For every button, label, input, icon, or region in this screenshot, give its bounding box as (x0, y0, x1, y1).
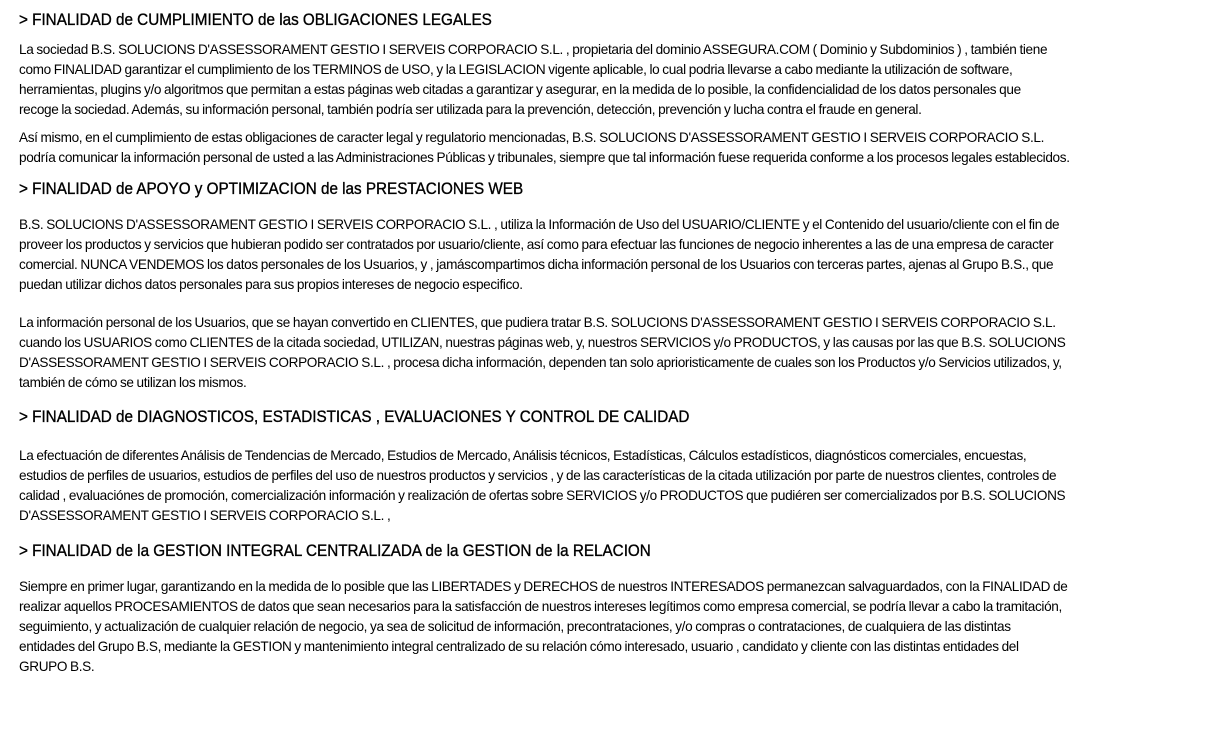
section-heading-web-support: > FINALIDAD de APOYO y OPTIMIZACION de las PRESTACIONES WEB (19, 180, 524, 198)
text-line: Siempre en primer lugar, garantizando en la medida de lo posible que las LIBERTADES y DERECHOS de nuestros INTERESADOS permanezcan salvaguardados, con la FINALIDAD de (19, 579, 1068, 594)
text-line: recoge la sociedad. Además, su información personal, también podría ser utilizada para la prevención, detección, prevención y lucha contra el fraude en general. (19, 102, 922, 117)
text-line: B.S. SOLUCIONS D'ASSESSORAMENT GESTIO I SERVEIS CORPORACIO S.L. , utiliza la Información de Uso del USUARIO/CLIENTE y el Contenido del usuario/cliente con el fin de (19, 217, 1060, 232)
text-line: puedan utilizar dichos datos personales para sus propios intereses de negocio especifico. (19, 277, 523, 292)
text-line: cuando los USUARIOS como CLIENTES de la citada sociedad, UTILIZAN, nuestras páginas web, y, nuestros SERVICIOS y/o PRODUCTOS, y las causas por las que B.S. SOLUCIONS (19, 335, 1066, 350)
text-line: GRUPO B.S. (19, 659, 95, 674)
paragraph-diagnostics (19, 446, 1199, 526)
text-line: comercial. NUNCA VENDEMOS los datos personales de los Usuarios, y , jamáscompartimos dicha información personal de los Usuarios con terceras partes, ajenas al Grupo B.S., que (19, 257, 1054, 272)
section-heading-relationship-management: > FINALIDAD de la GESTION INTEGRAL CENTRALIZADA de la GESTION de la RELACION (19, 542, 651, 560)
text-line: La información personal de los Usuarios, que se hayan convertido en CLIENTES, que pudiera tratar B.S. SOLUCIONS D'ASSESSORAMENT GESTIO I SERVEIS CORPORACIO S.L. (19, 315, 1056, 330)
text-line: D'ASSESSORAMENT GESTIO I SERVEIS CORPORACIO S.L. , (19, 508, 391, 523)
text-line: seguimiento, y actualización de cualquier relación de negocio, ya sea de solicitud de información, precontrataciones, y/o compras o contrataciones, de cualquiera de las distintas (19, 619, 1011, 634)
text-line: también de cómo se utilizan los mismos. (19, 375, 247, 390)
section-heading-diagnostics: > FINALIDAD de DIAGNOSTICOS, ESTADISTICAS , EVALUACIONES Y CONTROL DE CALIDAD (19, 408, 690, 426)
paragraph-usage-information (19, 215, 1199, 295)
legal-document (19, 10, 1199, 677)
paragraph-client-information (19, 313, 1199, 393)
section-heading-legal-obligations: > FINALIDAD de CUMPLIMIENTO de las OBLIGACIONES LEGALES (19, 11, 492, 29)
text-line: realizar aquellos PROCESAMIENTOS de datos que sean necesarios para la satisfacción de nuestros intereses legítimos como empresa comercial, se podría llevar a cabo la tramitación, (19, 599, 1062, 614)
text-line: entidades del Grupo B.S, mediante la GESTION y mantenimiento integral centralizado de su relación cómo interesado, usuario , candidato y cliente con las distintas entidades del (19, 639, 1019, 654)
text-line: D'ASSESSORAMENT GESTIO I SERVEIS CORPORACIO S.L. , procesa dicha información, dependen tan solo aprioristicamente de cuales son los Productos y/o Servicios utilizados, y, (19, 355, 1062, 370)
paragraph-legal-obligations (19, 40, 1199, 120)
text-line: proveer los productos y servicios que hubieran podido ser contratados por usuario/cliente, así como para efectuar las funciones de negocio inherentes a las de una empresa de caracter (19, 237, 1054, 252)
text-line: herramientas, plugins y/o algoritmos que permitan a estas páginas web citadas a garantizar y asegurar, en la medida de lo posible, la confidencialidad de los datos personales que (19, 82, 1021, 97)
text-line: estudios de perfiles de usuarios, estudios de perfiles del uso de nuestros productos y servicios , y de las características de la citada utilización por parte de nuestros clientes, controles de (19, 468, 1057, 483)
text-line: La efectuación de diferentes Análisis de Tendencias de Mercado, Estudios de Mercado, Análisis técnicos, Estadísticas, Cálculos estadísticos, diagnósticos comerciales, encuestas, (19, 448, 1027, 463)
text-line: La sociedad B.S. SOLUCIONS D'ASSESSORAMENT GESTIO I SERVEIS CORPORACIO S.L. , propietaria del dominio ASSEGURA.COM ( Dominio y Subdominios ) , también tiene (19, 42, 1048, 57)
text-line: calidad , evaluaciónes de promoción, comercialización información y realización de ofertas sobre SERVICIOS y/o PRODUCTOS que pudiéren ser comercializados por B.S. SOLUCIONS (19, 488, 1066, 503)
paragraph-legal-communication (19, 128, 1199, 168)
paragraph-relationship-management (19, 577, 1199, 677)
text-line: como FINALIDAD garantizar el cumplimiento de los TERMINOS de USO, y la LEGISLACION vigente aplicable, lo cual podria llevarse a cabo mediante la utilización de software, (19, 62, 1013, 77)
text-line: podría comunicar la información personal de usted a las Administraciones Públicas y tribunales, siempre que tal información fuese requerida conforme a los procesos legales establecidos. (19, 150, 1070, 165)
text-line: Así mismo, en el cumplimiento de estas obligaciones de caracter legal y regulatorio mencionadas, B.S. SOLUCIONS D'ASSESSORAMENT GESTIO I SERVEIS CORPORACIO S.L. (19, 130, 1045, 145)
